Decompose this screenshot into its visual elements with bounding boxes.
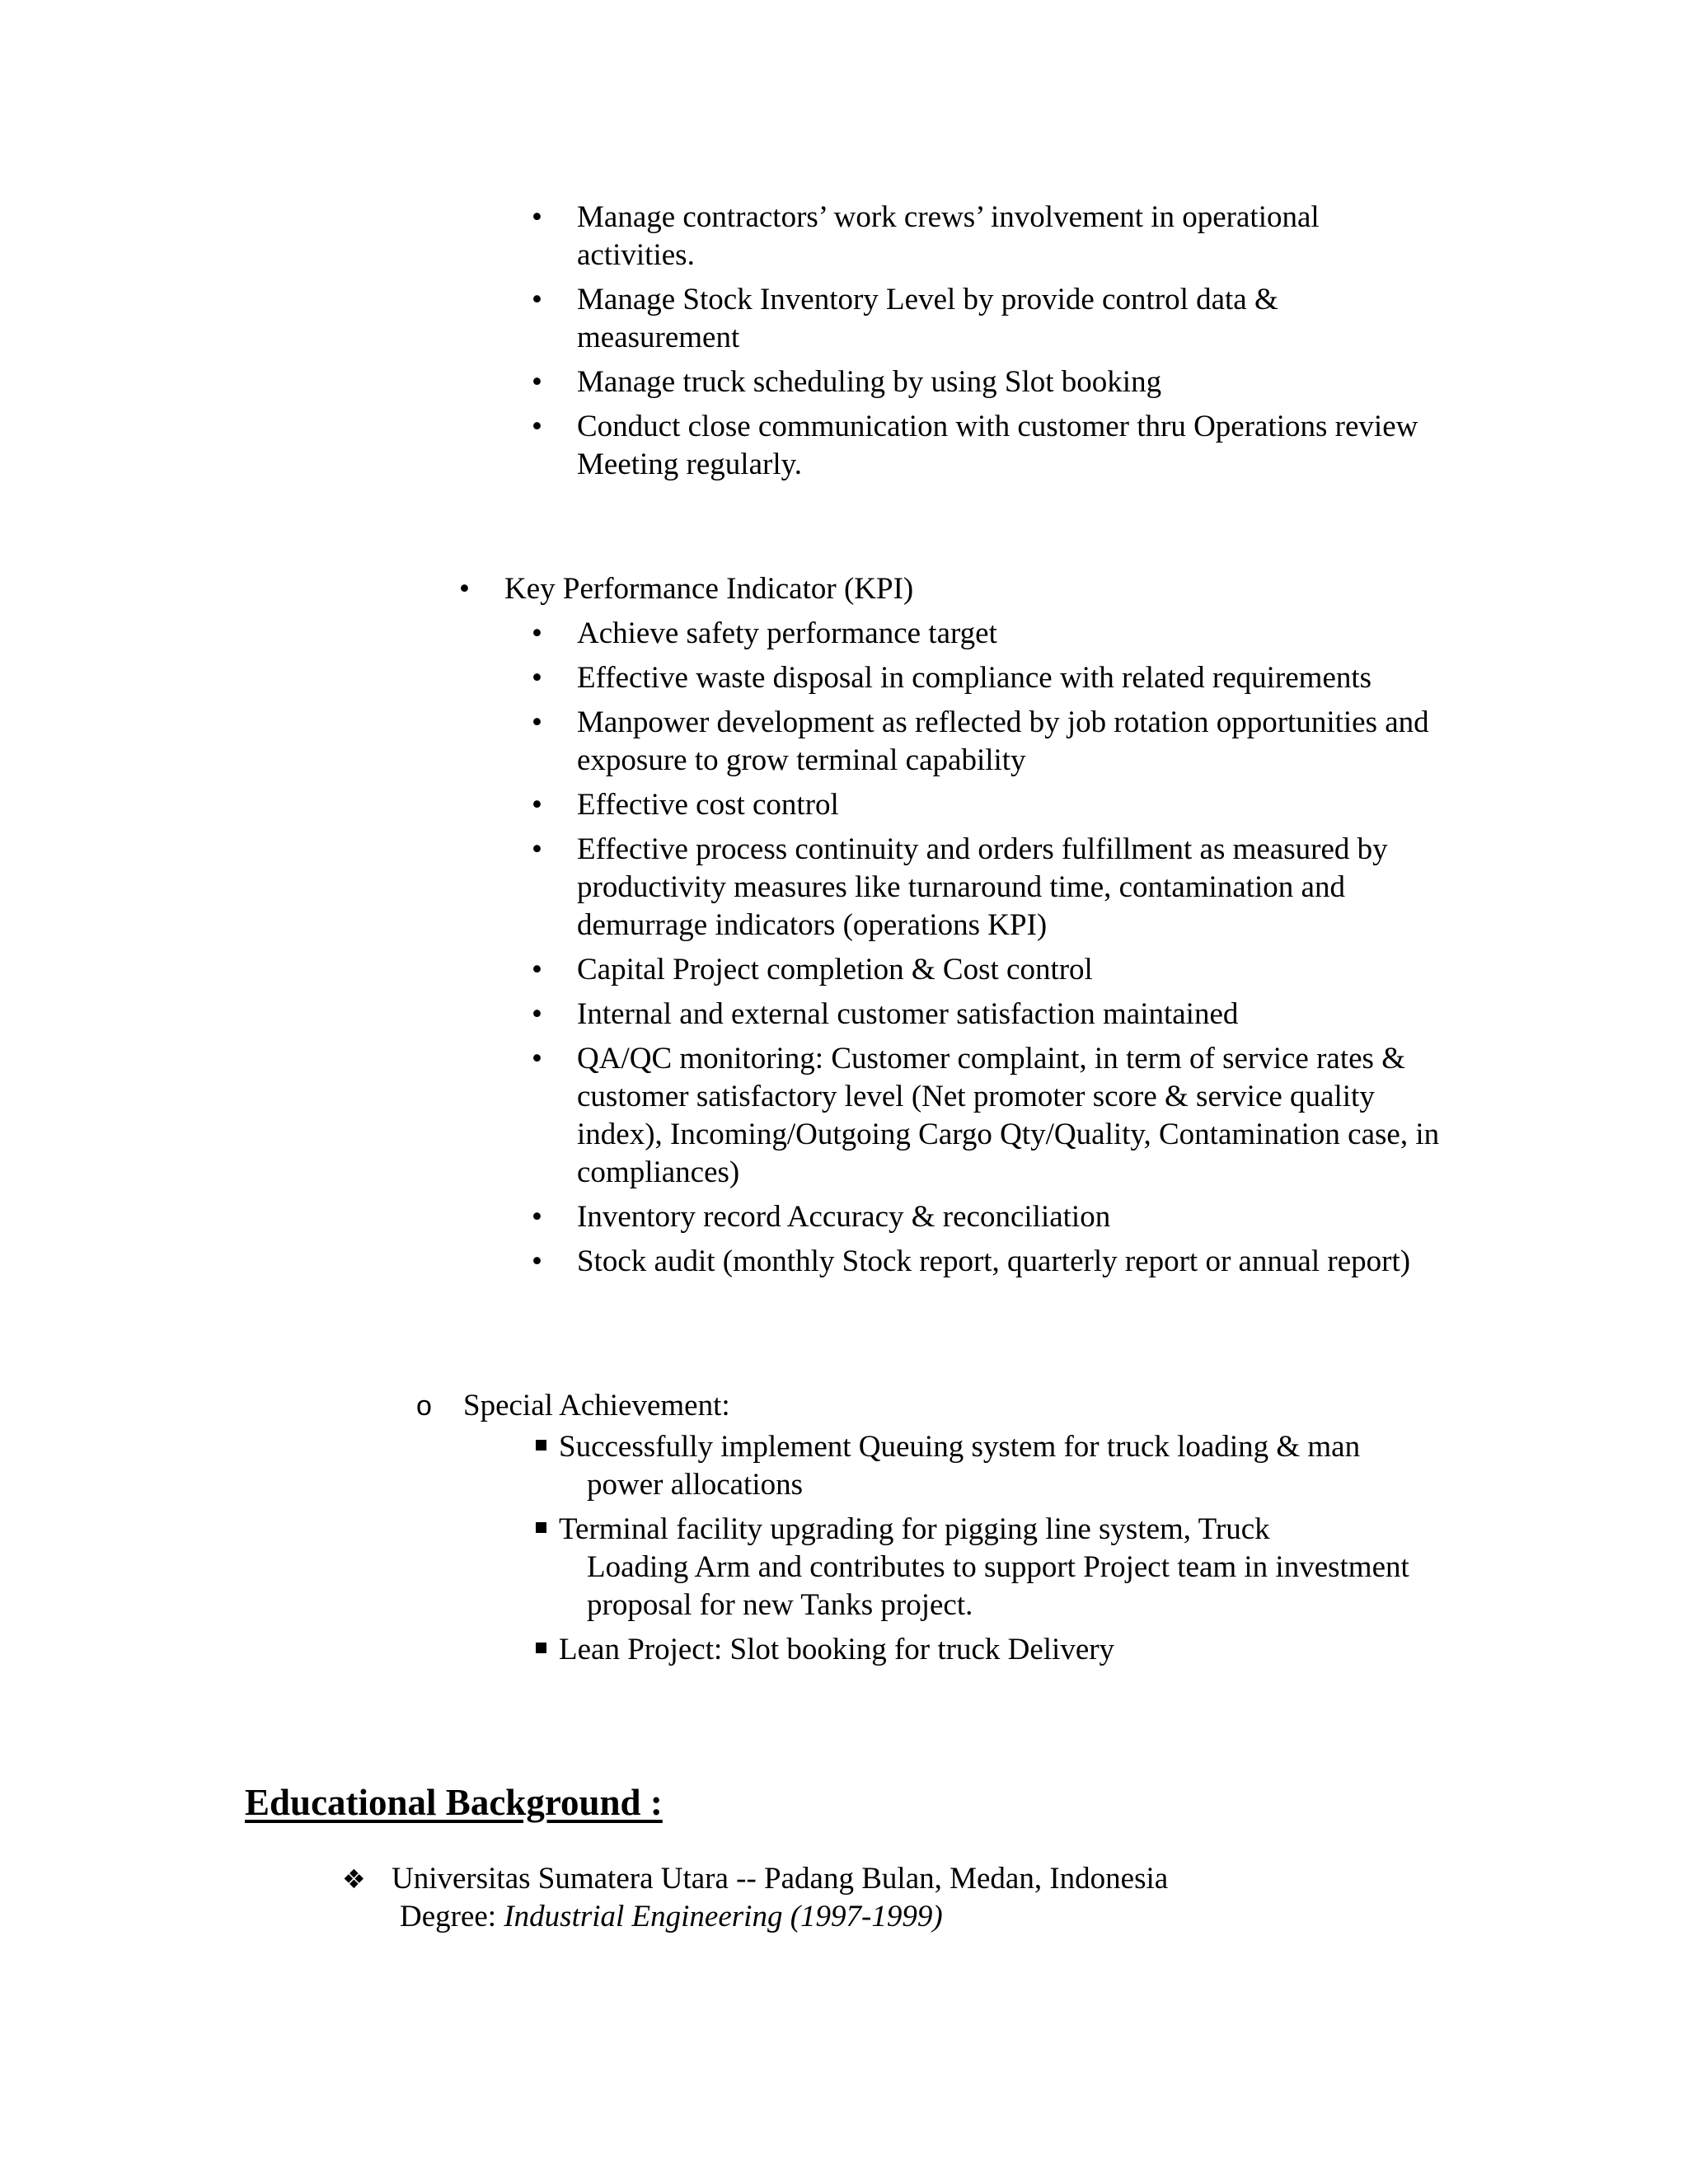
list-item — [532, 996, 1451, 1033]
kpi-text: Manpower development as reflected by job rotation opportunities and exposure to grow terminal capability — [577, 705, 1429, 777]
list-item — [532, 199, 1442, 274]
kpi-heading-text: Key Performance Indicator (KPI) — [504, 572, 914, 606]
diamond-bullet-icon: ❖ — [342, 1863, 366, 1895]
list-item — [536, 1511, 1426, 1624]
square-bullet-icon — [536, 1643, 546, 1653]
duty-text: Manage truck scheduling by using Slot booking — [577, 365, 1162, 399]
bullet-icon: • — [532, 200, 542, 234]
degree-line — [392, 1898, 1463, 1936]
list-item — [532, 659, 1451, 697]
special-achievement-list — [536, 1428, 1426, 1675]
bullet-icon: • — [532, 1244, 542, 1278]
degree-value: Industrial Engineering (1997-1999) — [504, 1900, 943, 1933]
list-item — [532, 704, 1451, 780]
kpi-text: Inventory record Accuracy & reconciliation — [577, 1200, 1111, 1234]
list-item — [532, 1040, 1451, 1192]
kpi-text: Achieve safety performance target — [577, 616, 997, 650]
bullet-icon: • — [532, 788, 542, 822]
bullet-icon: • — [532, 832, 542, 866]
bullet-icon: • — [532, 283, 542, 316]
achievement-text: Terminal facility upgrading for pigging line system, Truck — [559, 1512, 1270, 1546]
list-item — [532, 786, 1451, 824]
duty-text: Manage contractors’ work crews’ involvement in operational activities. — [577, 200, 1320, 272]
kpi-list — [532, 615, 1451, 1287]
kpi-text: Capital Project completion & Cost control — [577, 953, 1093, 987]
kpi-text: Stock audit (monthly Stock report, quarterly report or annual report) — [577, 1244, 1411, 1278]
list-item — [532, 1198, 1451, 1236]
bullet-icon: • — [459, 572, 470, 606]
bullet-icon: • — [532, 365, 542, 399]
list-item — [536, 1428, 1426, 1504]
duty-text: Manage Stock Inventory Level by provide control data & measurement — [577, 283, 1278, 354]
education-title: Educational Background : — [245, 1782, 663, 1823]
list-item — [532, 408, 1442, 484]
list-item — [536, 1631, 1426, 1669]
achievement-text-continued: Loading Arm and contributes to support Project team in investment proposal for new Tanks project. — [587, 1550, 1409, 1622]
square-bullet-icon — [536, 1522, 546, 1533]
duty-text: Conduct close communication with customer thru Operations review Meeting regularly. — [577, 410, 1418, 481]
bullet-icon: • — [532, 1200, 542, 1234]
list-item — [532, 615, 1451, 653]
circle-bullet-icon: o — [416, 1390, 432, 1422]
list-item — [532, 951, 1451, 989]
bullet-icon: • — [532, 953, 542, 987]
kpi-text: Effective process continuity and orders fulfillment as measured by productivity measures like turnaround time, contamination and demurrage indicators (operations KPI) — [577, 832, 1388, 942]
bullet-icon: • — [532, 616, 542, 650]
list-item — [532, 1243, 1451, 1281]
bullet-icon: • — [532, 997, 542, 1031]
square-bullet-icon — [536, 1440, 546, 1451]
school-name: Universitas Sumatera Utara -- Padang Bulan, Medan, Indonesia — [392, 1862, 1169, 1896]
kpi-text: QA/QC monitoring: Customer complaint, in term of service rates & customer satisfactory level (Net promoter score & service quality index), Incoming/Outgoing Cargo Qty/Quality, Contamination case, in compliances) — [577, 1042, 1440, 1189]
list-item — [532, 831, 1451, 944]
list-item — [532, 281, 1442, 357]
achievement-text: Lean Project: Slot booking for truck Delivery — [559, 1633, 1115, 1666]
kpi-text: Internal and external customer satisfaction maintained — [577, 997, 1239, 1031]
degree-label: Degree: — [400, 1900, 497, 1933]
bullet-icon: • — [532, 661, 542, 695]
kpi-heading — [459, 570, 1493, 608]
special-heading-text: Special Achievement: — [463, 1389, 730, 1422]
bullet-icon: • — [532, 1042, 542, 1076]
kpi-text: Effective cost control — [577, 788, 839, 822]
list-item — [532, 363, 1442, 401]
achievement-text-continued: power allocations — [587, 1468, 803, 1502]
education-entry — [342, 1860, 1463, 1936]
achievement-text: Successfully implement Queuing system for truck loading & man — [559, 1430, 1361, 1464]
duties-list — [532, 199, 1442, 490]
kpi-text: Effective waste disposal in compliance with related requirements — [577, 661, 1372, 695]
bullet-icon: • — [532, 410, 542, 443]
special-achievement-heading — [416, 1387, 1452, 1425]
bullet-icon: • — [532, 705, 542, 739]
